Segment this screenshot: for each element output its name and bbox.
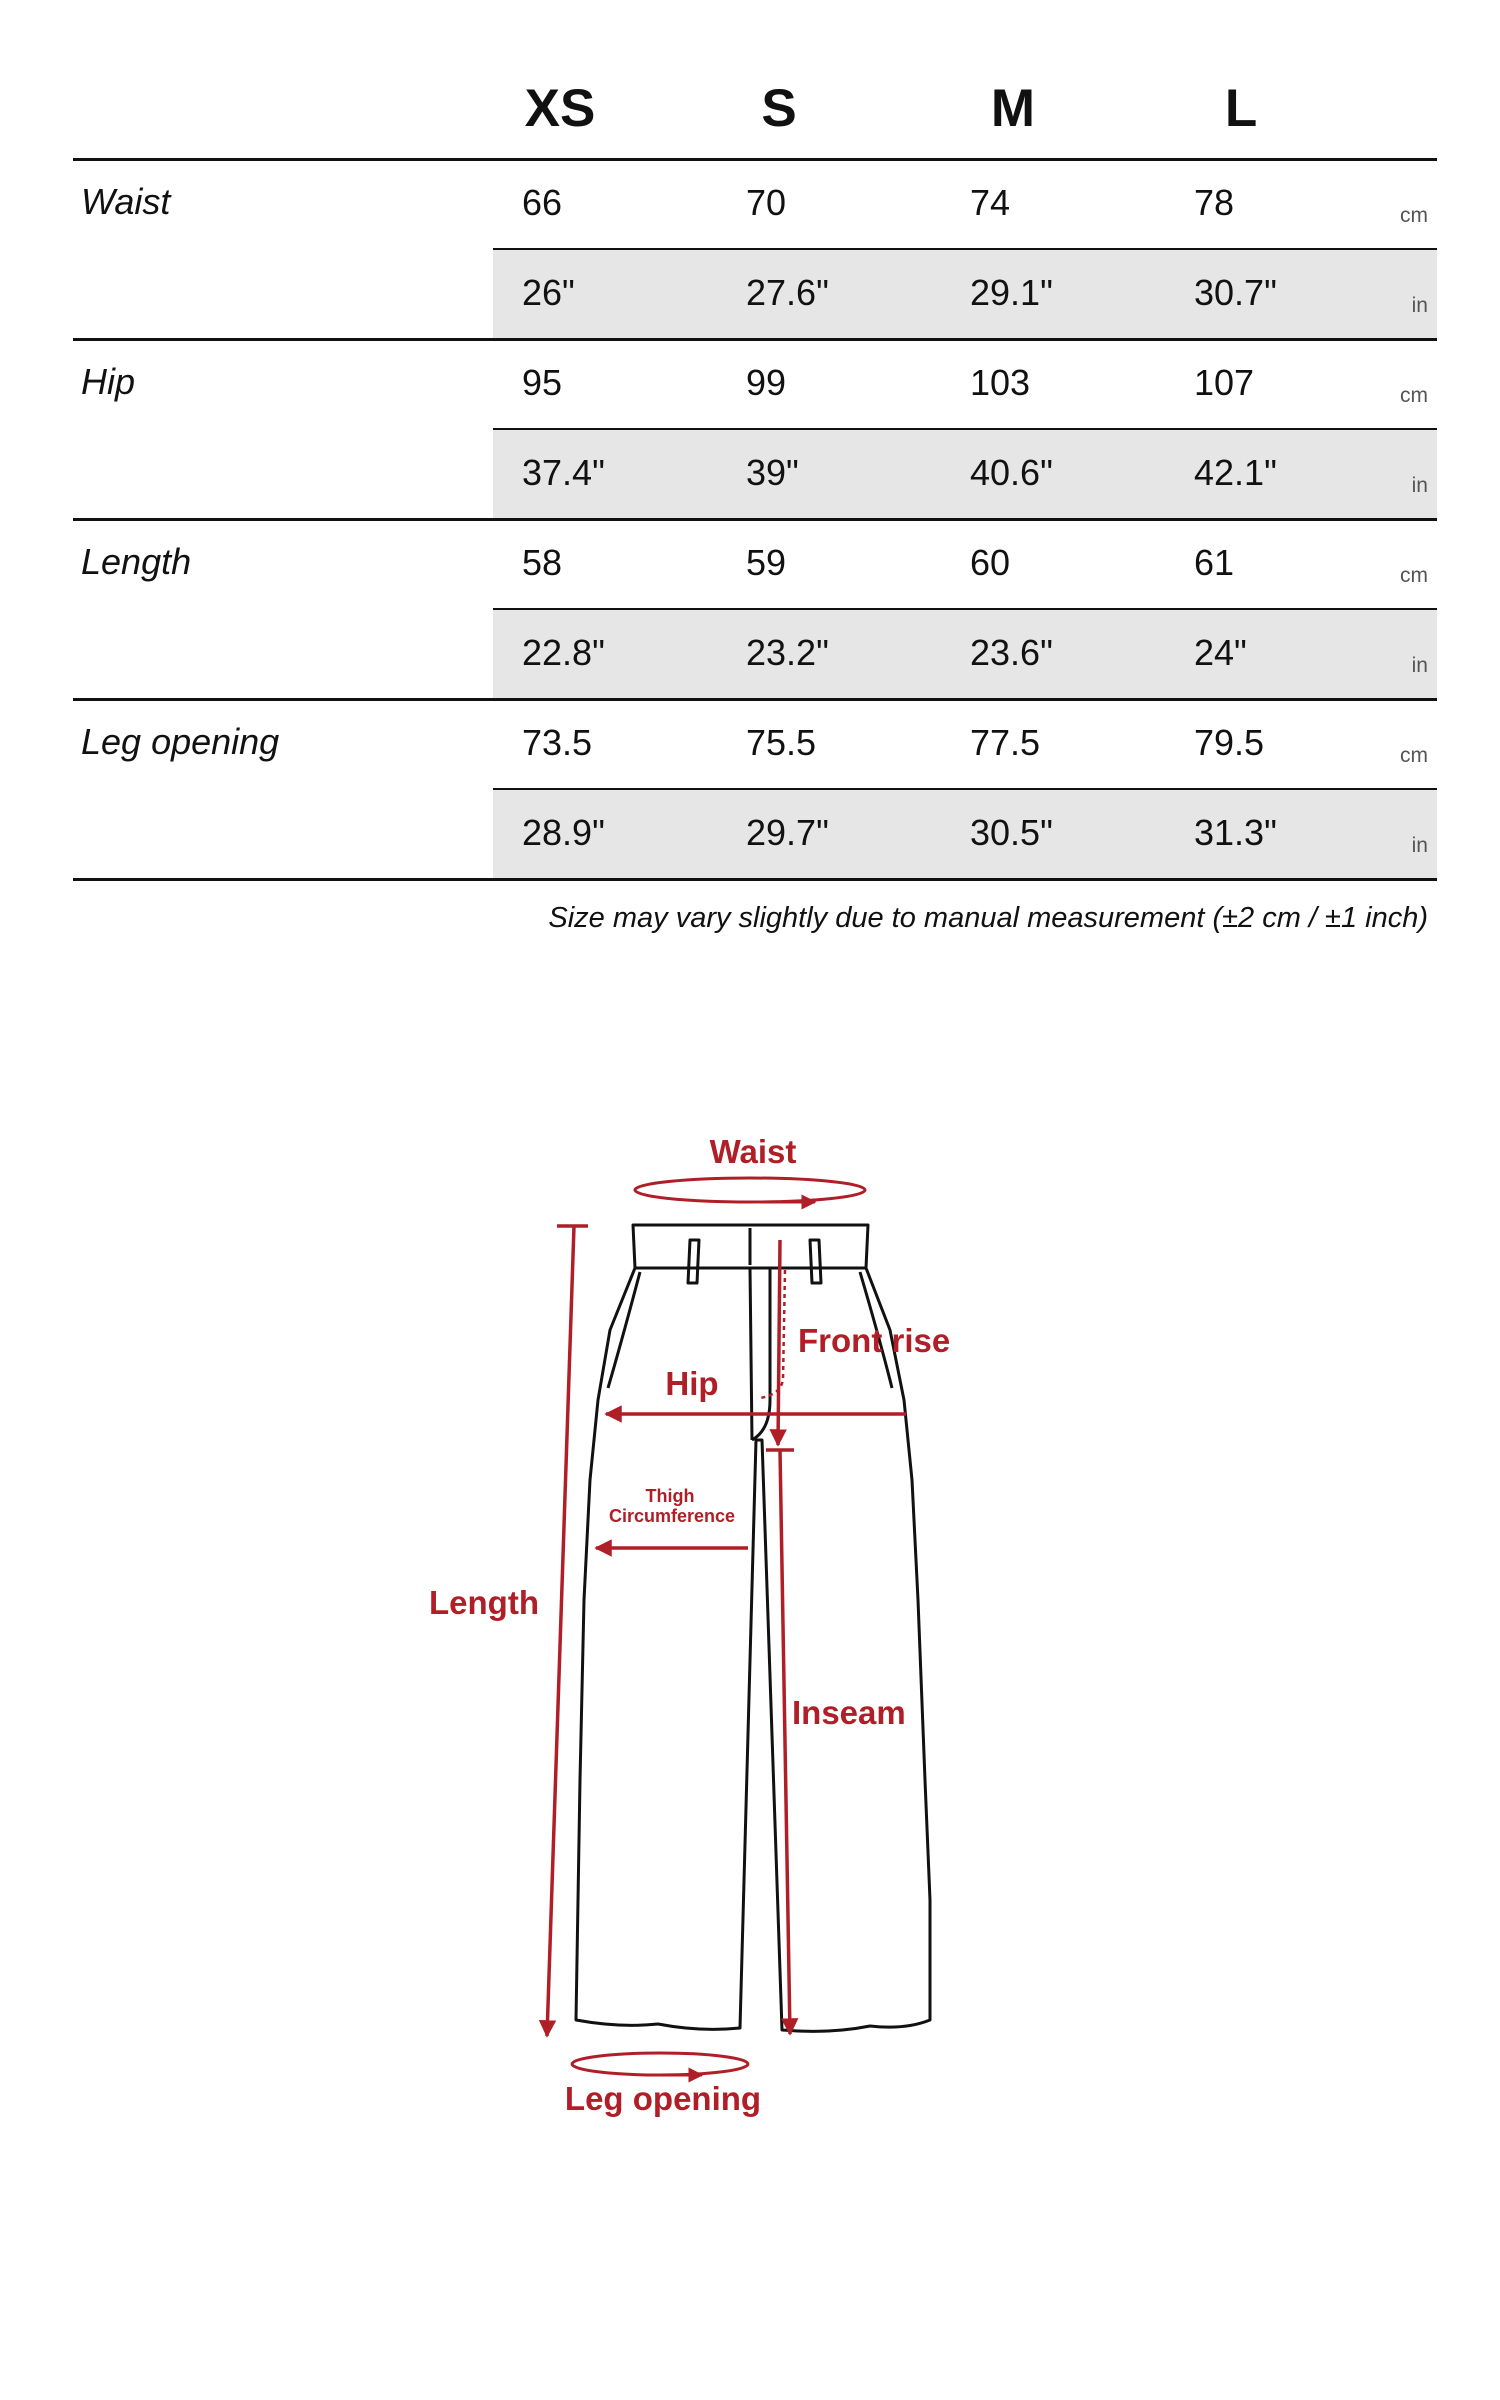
length-cm-s: 59 (746, 542, 787, 583)
leg-opening-cm-xs: 73.5 (522, 722, 593, 763)
label-front-rise: Front rise (798, 1322, 951, 1359)
unit-in: in (1411, 654, 1428, 677)
row-label-leg-opening: Leg opening (81, 721, 280, 762)
leg-opening-arrow (572, 2053, 748, 2075)
hip-cm-s: 99 (746, 362, 787, 403)
leg-opening-in-m: 30.5" (970, 812, 1053, 853)
length-in-l: 24" (1194, 632, 1247, 673)
length-in-xs: 22.8" (522, 632, 605, 673)
waist-cm-s: 70 (746, 182, 787, 223)
size-header-m: M (990, 79, 1036, 138)
measurement-note: Size may vary slightly due to manual measurement (±2 cm / ±1 inch) (548, 902, 1428, 934)
leg-opening-cm-s: 75.5 (746, 722, 817, 763)
unit-in: in (1411, 294, 1428, 317)
size-header-l: L (1224, 79, 1258, 138)
size-header-xs: XS (524, 79, 596, 138)
leg-opening-cm-l: 79.5 (1194, 722, 1265, 763)
row-label-waist: Waist (81, 181, 171, 222)
label-inseam: Inseam (792, 1694, 906, 1731)
length-cm-m: 60 (970, 542, 1011, 583)
hip-cm-l: 107 (1194, 362, 1255, 403)
length-in-s: 23.2" (746, 632, 829, 673)
waist-in-s: 27.6" (746, 272, 829, 313)
row-label-hip: Hip (81, 361, 136, 402)
hip-in-xs: 37.4" (522, 452, 605, 493)
hip-in-s: 39" (746, 452, 799, 493)
size-header-s: S (761, 79, 797, 138)
leg-opening-in-s: 29.7" (746, 812, 829, 853)
unit-cm: cm (1400, 744, 1428, 767)
label-waist: Waist (709, 1133, 797, 1170)
leg-opening-in-xs: 28.9" (522, 812, 605, 853)
label-thigh: Thigh (645, 1486, 695, 1506)
leg-opening-in-l: 31.3" (1194, 812, 1277, 853)
hip-cm-m: 103 (970, 362, 1031, 403)
unit-cm: cm (1400, 384, 1428, 407)
label-length: Length (429, 1584, 539, 1621)
waist-in-l: 30.7" (1194, 272, 1277, 313)
row-label-length: Length (81, 541, 192, 582)
waist-in-m: 29.1" (970, 272, 1053, 313)
length-cm-l: 61 (1194, 542, 1235, 583)
hip-cm-xs: 95 (522, 362, 563, 403)
waist-in-xs: 26" (522, 272, 575, 313)
length-cm-xs: 58 (522, 542, 563, 583)
waist-cm-xs: 66 (522, 182, 563, 223)
waist-cm-l: 78 (1194, 182, 1235, 223)
leg-opening-cm-m: 77.5 (970, 722, 1041, 763)
label-hip: Hip (665, 1365, 719, 1402)
length-in-m: 23.6" (970, 632, 1053, 673)
hip-in-m: 40.6" (970, 452, 1053, 493)
unit-in: in (1411, 834, 1428, 857)
label-circumference: Circumference (608, 1506, 736, 1526)
unit-cm: cm (1400, 564, 1428, 587)
waist-arrow (635, 1178, 865, 1202)
label-leg-opening: Leg opening (564, 2080, 762, 2117)
hip-in-l: 42.1" (1194, 452, 1277, 493)
unit-in: in (1411, 474, 1428, 497)
waist-cm-m: 74 (970, 182, 1011, 223)
unit-cm: cm (1400, 204, 1428, 227)
